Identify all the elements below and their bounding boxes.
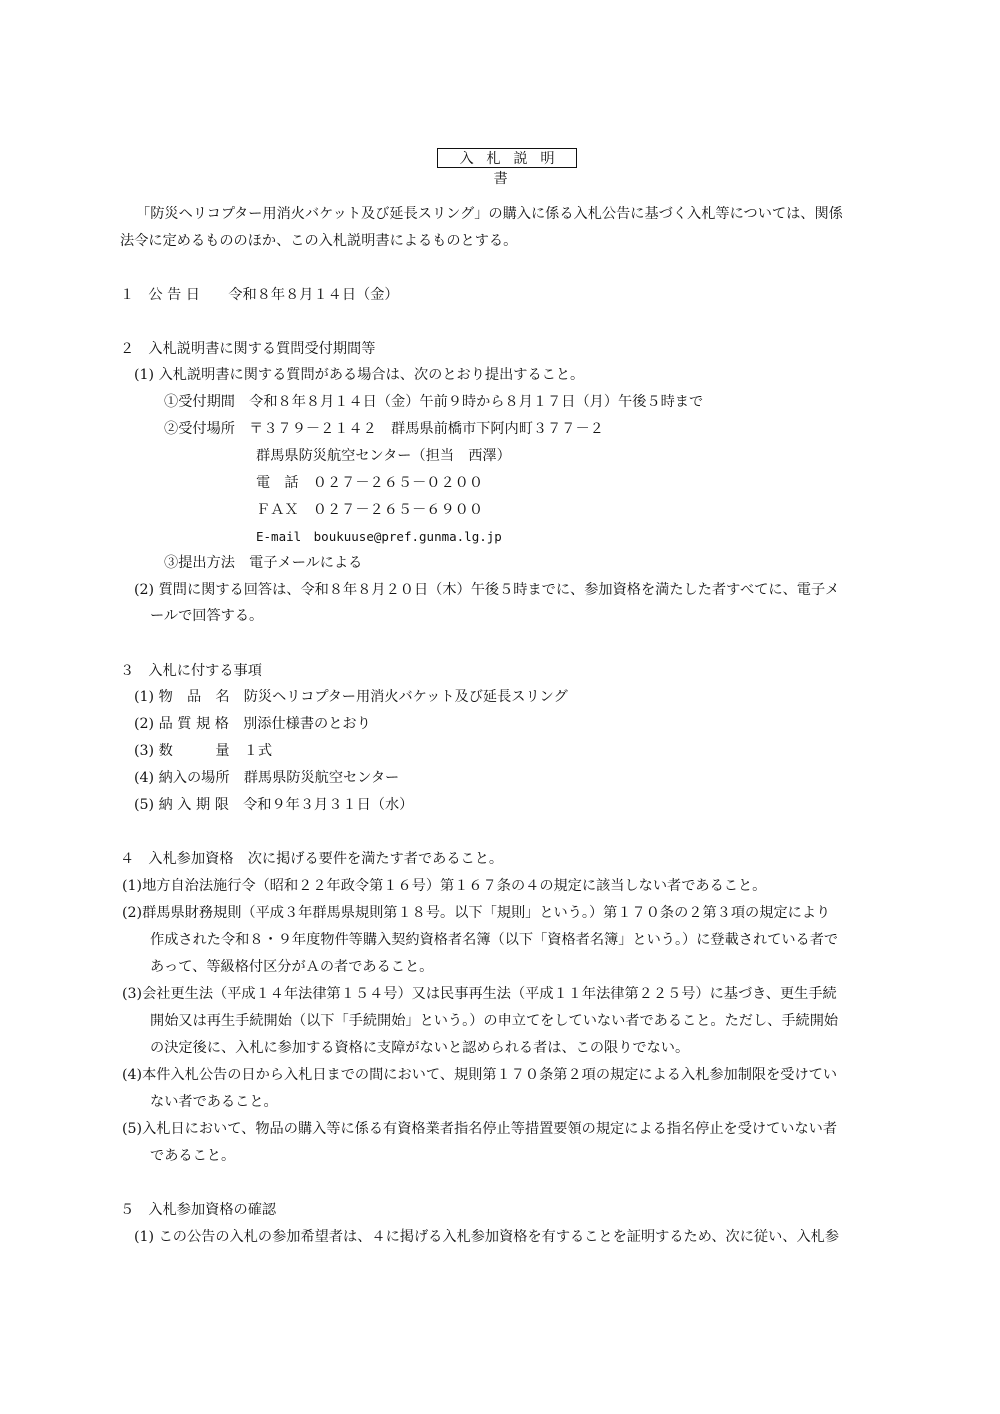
submission-method: ③提出方法 電子メールによる bbox=[164, 555, 363, 571]
intro-line-1: 「防災ヘリコプター用消火バケット及び延長スリング」の購入に係る入札公告に基づく入札等については、関係 bbox=[136, 206, 843, 222]
section-5-item-1: (1) この公告の入札の参加希望者は、４に掲げる入札参加資格を有することを証明するため、次に従い、入札参 bbox=[134, 1229, 840, 1245]
section-3-item: (5) 納 入 期 限 令和９年３月３１日（水） bbox=[134, 797, 414, 813]
section-4-line: の決定後に、入札に参加する資格に支障がないと認められる者は、この限りでない。 bbox=[150, 1040, 690, 1056]
section-2-heading: ２ 入札説明書に関する質問受付期間等 bbox=[120, 341, 376, 357]
section-3-heading: ３ 入札に付する事項 bbox=[120, 663, 262, 679]
section-4-line: (2)群馬県財務規則（平成３年群馬県規則第１８号。以下「規則」という。）第１７０条の２第３項の規定により bbox=[122, 905, 831, 921]
section-3-item: (1) 物 品 名 防災ヘリコプター用消火バケット及び延長スリング bbox=[134, 689, 568, 705]
section-4-line: (4)本件入札公告の日から入札日までの間において、規則第１７０条第２項の規定による入札参加制限を受けてい bbox=[122, 1067, 838, 1083]
section-3-item: (3) 数 量 １式 bbox=[134, 743, 273, 759]
section-2-item-2-line-1: (2) 質問に関する回答は、令和８年８月２０日（木）午後５時までに、参加資格を満たした者すべてに、電子メ bbox=[134, 582, 840, 598]
question-place-office: 群馬県防災航空センター（担当 西澤） bbox=[256, 448, 511, 464]
section-4-line: 開始又は再生手続開始（以下「手続開始」という。）の申立てをしていない者であること。ただし、手続開始 bbox=[150, 1013, 839, 1029]
section-4-line: あって、等級格付区分がＡの者であること。 bbox=[150, 959, 434, 975]
section-4-line: 作成された令和８・９年度物件等購入契約資格者名簿（以下「資格者名簿」という。）に登載されている者で bbox=[150, 932, 839, 948]
contact-fax: ＦＡＸ ０２７－２６５－６９００ bbox=[256, 502, 484, 518]
question-place: ②受付場所 〒３７９－２１４２ 群馬県前橋市下阿内町３７７－２ bbox=[164, 421, 604, 437]
section-2-item-2-line-2: ールで回答する。 bbox=[150, 608, 264, 624]
section-4-line: であること。 bbox=[150, 1148, 236, 1164]
section-2-item-1: (1) 入札説明書に関する質問がある場合は、次のとおり提出すること。 bbox=[134, 367, 585, 383]
page-title: 入札説明書 bbox=[437, 148, 577, 168]
contact-phone: 電 話 ０２７－２６５－０２００ bbox=[256, 475, 484, 491]
section-4-line: (1)地方自治法施行令（昭和２２年政令第１６号）第１６７条の４の規定に該当しない者であること。 bbox=[122, 878, 767, 894]
section-4-line: (5)入札日において、物品の購入等に係る有資格業者指名停止等措置要領の規定による指名停止を受けていない者 bbox=[122, 1121, 838, 1137]
question-period: ①受付期間 令和８年８月１４日（金）午前９時から８月１７日（月）午後５時まで bbox=[164, 394, 704, 410]
section-4-line: (3)会社更生法（平成１４年法律第１５４号）又は民事再生法（平成１１年法律第２２５号）に基づき、更生手続 bbox=[122, 986, 837, 1002]
section-3-item: (2) 品 質 規 格 別添仕様書のとおり bbox=[134, 716, 371, 732]
section-3-item: (4) 納入の場所 群馬県防災航空センター bbox=[134, 770, 400, 786]
section-4-line: ない者であること。 bbox=[150, 1094, 278, 1110]
section-5-heading: ５ 入札参加資格の確認 bbox=[120, 1202, 277, 1218]
section-4-heading: ４ 入札参加資格 次に掲げる要件を満たす者であること。 bbox=[120, 851, 504, 867]
contact-email: E-mail boukuuse@pref.gunma.lg.jp bbox=[256, 529, 502, 544]
section-1-announcement-date: １ 公 告 日 令和８年８月１４日（金） bbox=[120, 287, 399, 303]
intro-line-2: 法令に定めるもののほか、この入札説明書によるものとする。 bbox=[120, 233, 518, 249]
